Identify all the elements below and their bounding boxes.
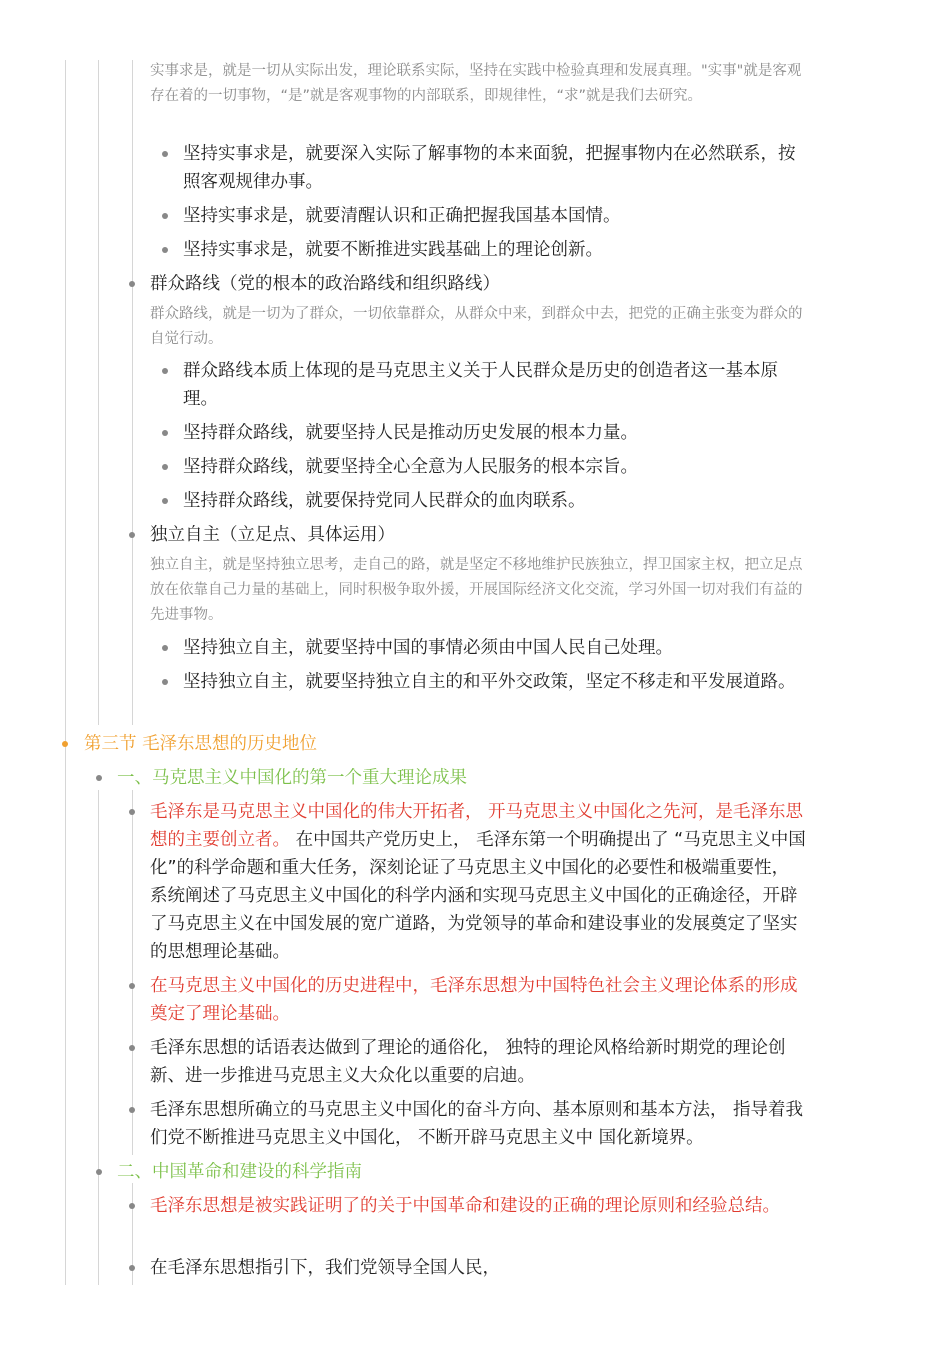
highlight-text: 毛泽东是马克思主义中国化的伟大开拓者， 开马克思主义中国化之先河，是毛泽东思想的主要创立者。 [150, 802, 804, 850]
bullet [162, 679, 168, 685]
bullet [162, 247, 168, 253]
bullet [162, 645, 168, 651]
bullet [162, 430, 168, 436]
note-mass-line: 群众路线，就是一切为了群众，一切依靠群众，从群众中来，到群众中去，把党的正确主张变为群众的自觉行动。 [150, 306, 803, 347]
heading-mass-line: 群众路线（党的根本的政治路线和组织路线） [150, 274, 500, 294]
bullet [129, 1107, 135, 1113]
bullet [129, 1045, 135, 1051]
bullet [162, 213, 168, 219]
body-text: 在中国共产党历史上， 毛泽东第一个明确提出了 “马克思主义中国化”的科学命题和重大任务，深刻论证了马克思主义中国化的必要性和极端重要性，系统阐述了马克思主义中国化的科学内涵和实现马克思主义中国化的正确途径，开辟了马克思主义在中国发展的宽广道路，为党领导的革命和建设事业的发展奠定了坚实的思想理论基础。 [150, 830, 806, 962]
bullet [162, 498, 168, 504]
bullet [129, 983, 135, 989]
list-item: 坚持实事求是，就要深入实际了解事物的本来面貌，把握事物内在必然联系，按照客观规律办事。 [183, 144, 796, 192]
bullet [62, 741, 68, 747]
note-independence: 独立自主，就是坚持独立思考，走自己的路，就是坚定不移地维护民族独立，捍卫国家主权，把立足点放在依靠自己力量的基础上，同时积极争取外援，开展国际经济文化交流，学习外国一切对我们有益的先进事物。 [150, 557, 803, 623]
bullet [129, 809, 135, 815]
list-item: 坚持实事求是，就要清醒认识和正确把握我国基本国情。 [183, 206, 621, 226]
bullet [162, 464, 168, 470]
list-item: 毛泽东思想的话语表达做到了理论的通俗化， 独特的理论风格给新时期党的理论创新、进一步推进马克思主义大众化以重要的启迪。 [150, 1038, 786, 1086]
list-item: 坚持群众路线，就要保持党同人民群众的血肉联系。 [183, 491, 586, 511]
list-item [150, 798, 806, 966]
outline-guide-4 [98, 790, 99, 1285]
list-item: 群众路线本质上体现的是马克思主义关于人民群众是历史的创造者这一基本原理。 [183, 361, 778, 409]
section-heading: 第三节 毛泽东思想的历史地位 [84, 734, 318, 754]
outline-guide-5 [132, 790, 133, 1155]
list-item-highlight: 在马克思主义中国化的历史进程中，毛泽东思想为中国特色社会主义理论体系的形成奠定了理论基础。 [150, 976, 798, 1024]
subsection-heading-2: 二、中国革命和建设的科学指南 [117, 1162, 362, 1182]
outline-guide-1 [65, 60, 66, 1285]
heading-independence: 独立自主（立足点、具体运用） [150, 525, 395, 545]
outline-guide-3 [132, 60, 133, 725]
bullet [162, 151, 168, 157]
bullet [129, 532, 135, 538]
bullet [96, 1169, 102, 1175]
subsection-heading-1: 一、马克思主义中国化的第一个重大理论成果 [117, 768, 467, 788]
bullet [129, 1203, 135, 1209]
list-item: 坚持独立自主，就要坚持中国的事情必须由中国人民自己处理。 [183, 638, 673, 658]
bullet [162, 368, 168, 374]
list-item: 坚持群众路线，就要坚持全心全意为人民服务的根本宗旨。 [183, 457, 638, 477]
note-shishiqiushi: 实事求是，就是一切从实际出发，理论联系实际，坚持在实践中检验真理和发展真理。"实事"就是客观存在着的一切事物，“是”就是客观事物的内部联系，即规律性，“求”就是我们去研究。 [150, 63, 802, 104]
outline-guide-2 [98, 60, 99, 725]
list-item: 毛泽东思想所确立的马克思主义中国化的奋斗方向、基本原则和基本方法， 指导着我们党不断推进马克思主义中国化， 不断开辟马克思主义中 国化新境界。 [150, 1100, 804, 1148]
bullet [129, 281, 135, 287]
list-item: 坚持独立自主，就要坚持独立自主的和平外交政策，坚定不移走和平发展道路。 [183, 672, 796, 692]
bullet [96, 775, 102, 781]
list-item: 坚持群众路线，就要坚持人民是推动历史发展的根本力量。 [183, 423, 638, 443]
list-item: 在毛泽东思想指引下，我们党领导全国人民， [150, 1258, 500, 1278]
bullet [129, 1265, 135, 1271]
list-item: 坚持实事求是，就要不断推进实践基础上的理论创新。 [183, 240, 603, 260]
list-item-highlight: 毛泽东思想是被实践证明了的关于中国革命和建设的正确的理论原则和经验总结。 [150, 1196, 780, 1216]
